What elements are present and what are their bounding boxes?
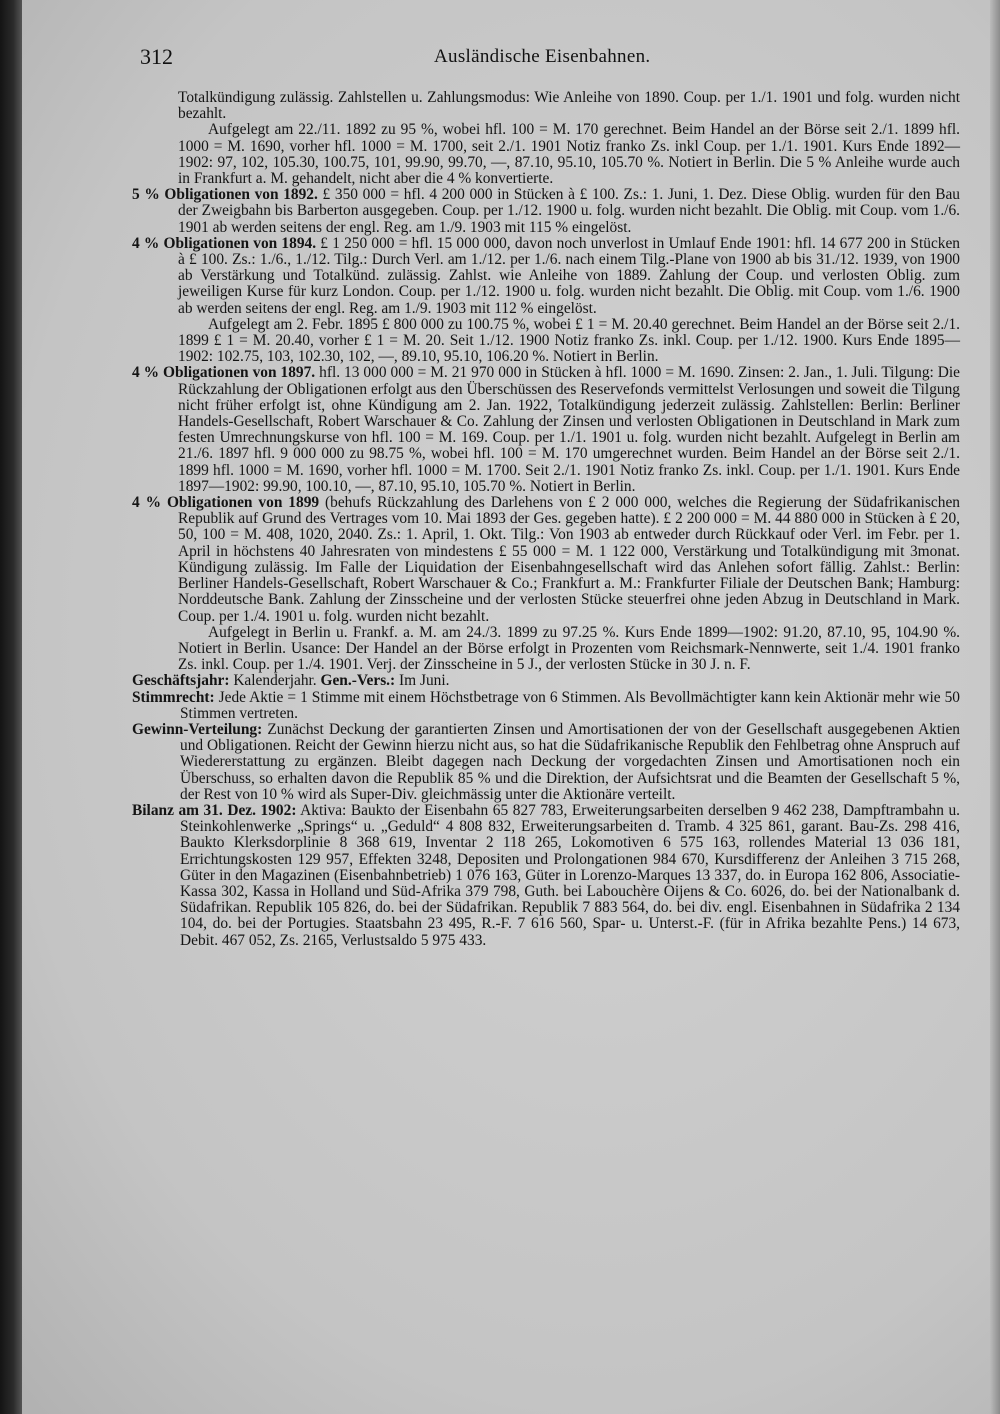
paragraph-text: £ 350 000 = hfl. 4 200 000 in Stücken à £ 100. Zs.: 1. Juni, 1. Dez. Diese Oblig. wurden für den Bau der Zweigbahn bis Barberton ausgegeben. Coup. per 1./12. 1900 u. folg. wurden nicht bezahlt. Die Oblig. mit Coup. vom 1./6. 1901 ab werden seitens der engl. Reg. am 1./9. 1903 mit 115 % eingelöst. bbox=[178, 186, 961, 236]
paragraph-text: hfl. 13 000 000 = M. 21 970 000 in Stücken à hfl. 1000 = M. 1690. Zinsen: 2. Jan., 1. Juli. Tilgung: Die Rückzahlung der Obligationen erfolgt aus den Überschüssen des Reservefonds vermittelst Verlosungen und soweit die Tilgung nicht früher erfolgt ist, ohne Kündigung am 2. Jan. 1922, Totalkündigung jederzeit zulässig. Zahlstellen: Berlin: Berliner Handels-Gesellschaft, Robert Warschauer & Co. Zahlung der Zinsen und verlosten Obligationen in Deutschland in Mark zum festen Umrechnungskurse von hfl. 100 = M. 169. Coup. per 1./1. 1901 u. folg. wurden nicht bezahlt. Aufgelegt in Berlin am 21./6. 1897 hfl. 9 000 000 zu 98.75 %, wobei hfl. 100 = M. 170 umgerechnet wurden. Beim Handel an der Börse seit 2./1. 1899 hfl. 1000 = M. 1690, vorher hfl. 1000 = M. 1700. Seit 2./1. 1901 Notiz franko Zs. inkl. Coup. per 1./1. 1901. Kurs Ende 1897—1902: 99.90, 100.10, —, 87.10, 95.10, 105.70 %. Notiert in Berlin. bbox=[178, 364, 960, 495]
page-body bbox=[132, 90, 960, 949]
section-label: Stimmrecht: bbox=[132, 688, 215, 706]
section-label: 4 % Obligationen von 1897. bbox=[132, 364, 316, 382]
paragraph-1894-aufgelegt bbox=[132, 317, 960, 366]
paragraph-1 bbox=[132, 90, 960, 122]
paragraph-text: Aufgelegt am 2. Febr. 1895 £ 800 000 zu 100.75 %, wobei £ 1 = M. 20.40 gerechnet. Beim Handel an der Börse seit 2./1. 1899 £ 1 = M. 20.40, vorher £ 1 = M. 20. Seit 1./12. 1900 Notiz franko Zs. inkl. Coup. per 1./12. 1900. Kurs Ende 1895—1902: 102.75, 103, 102.30, 102, —, 89.10, 95.10, 106.20 %. Notiert in Berlin. bbox=[178, 315, 960, 366]
paragraph-text: Im Juni. bbox=[395, 672, 450, 690]
section-label: Gen.-Vers.: bbox=[320, 672, 396, 690]
geschaeftsjahr bbox=[132, 673, 960, 689]
section-label: Gewinn-Verteilung: bbox=[132, 720, 263, 738]
paragraph-text: (behufs Rückzahlung des Darlehens von £ 2 000 000, welches die Regierung der Südafrikanischen Republik auf Grund des Vertrages vom 10. Mai 1893 der Ges. gegeben hatte). £ 2 200 000 = M. 44 880 000 in Stücken à £ 20, 50, 100 = M. 408, 1020, 2040. Zs.: 1. April, 1. Okt. Tilg.: Von 1903 ab entweder durch Rückkauf oder Verl. im Febr. per 1. April in höchstens 40 Jahresraten von mindestens £ 55 000 = M. 1 122 000, Verstärkung und Totalkündigung mit 3monat. Kündigung zulässig. Im Falle der Liquidation der Eisenbahngesellschaft wird das Anlehen sofort fällig. Zahlst.: Berlin: Berliner Handels-Gesellschaft, Robert Warschauer & Co.; Frankfurt a. M.: Frankfurter Filiale der Deutschen Bank; Hamburg: Norddeutsche Bank. Zahlung der Zinsscheine und der verlosten Stücke steuerfrei ohne jeden Abzug in Deutschland in Mark. Coup. per 1./4. 1901 u. folg. wurden nicht bezahlt. bbox=[178, 494, 960, 625]
running-head: Ausländische Eisenbahnen. bbox=[434, 46, 651, 67]
obligationen-1892 bbox=[132, 187, 960, 236]
page-edge bbox=[990, 0, 1000, 1414]
bilanz bbox=[132, 803, 960, 949]
section-label: 5 % Obligationen von 1892. bbox=[132, 186, 318, 204]
binding-shadow bbox=[0, 0, 22, 1414]
paragraph-text: Aufgelegt in Berlin u. Frankf. a. M. am 24./3. 1899 zu 97.25 %. Kurs Ende 1899—1902: 91.20, 87.10, 95, 104.90 %. Notiert in Berlin. Usance: Der Handel an der Börse erfolgt in Prozenten vom Reichsmark-Nennwerte, seit 1./4. 1901 franko Zs. inkl. Coup. per 1./4. 1901. Verj. der Zinsscheine in 5 J., der verlosten Stücke in 30 J. n. F. bbox=[178, 623, 960, 674]
obligationen-1899 bbox=[132, 495, 960, 625]
paragraph-1899-aufgelegt bbox=[132, 625, 960, 674]
paragraph-text: Totalkündigung zulässig. Zahlstellen u. Zahlungsmodus: Wie Anleihe von 1890. Coup. per 1./1. 1901 und folg. wurden nicht bezahlt. bbox=[178, 89, 960, 123]
paragraph-2 bbox=[132, 122, 960, 187]
paragraph-text: Aktiva: Baukto der Eisenbahn 65 827 783, Erweiterungsarbeiten derselben 9 462 238, Dampftrambahn u. Steinkohlenwerke „Springs“ u. „Geduld“ 4 808 832, Erweiterungsarbeiten d. Tramb. 4 325 861, garant. Bau-Zs. 298 416, Baukto Klerksdorplinie 8 368 619, Inventar 2 118 265, Lokomotiven 6 575 163, rollendes Material 13 036 181, Errichtungskosten 129 957, Effekten 3248, Depositen und Prolongationen 984 670, Kursdifferenz der Anleihen 3 715 268, Güter in den Magazinen (Eisenbahnbetrieb) 1 076 163, Güter in Lorenzo-Marques 13 337, do. in Europa 162 806, Associatie-Kassa 302, Kassa in Holland und Süd-Afrika 379 798, Guth. bei Labouchère Oijens & Co. 6026, do. bei der Nationalbank d. Südafrikan. Republik 105 826, do. bei der Südafrikan. Republik 7 883 564, do. bei div. engl. Eisenbahnen in Südafrika 2 134 104, do. bei der Portugies. Staatsbahn 23 495, R.-F. 7 616 560, Spar- u. Unterst.-F. (für in Afrika bezahlte Pens.) 14 673, Debit. 467 052, Zs. 2165, Verlustsaldo 5 975 433. bbox=[180, 801, 960, 949]
section-label: Bilanz am 31. Dez. 1902: bbox=[132, 801, 297, 819]
obligationen-1897 bbox=[132, 365, 960, 495]
paragraph-text: Kalenderjahr. bbox=[229, 672, 321, 690]
section-label: 4 % Obligationen von 1894. bbox=[132, 234, 317, 252]
paragraph-text: Zunächst Deckung der garantierten Zinsen und Amortisationen der von der Gesellschaft ausgegebenen Aktien und Obligationen. Reicht der Gewinn hierzu nicht aus, so hat die Südafrikanische Republik den Fehlbetrag ohne Anspruch auf Wiedererstattung zu ergänzen. Bleibt dagegen nach Deckung der vorgedachten Zinsen und Amortisationen noch ein Überschuss, so erhalten davon die Republik 85 % und die Direktion, der Aufsichtsrat und die Beamten der Gesellschaft 5 %, der Rest von 10 % wird als Super-Div. gleichmässig unter die Aktionäre verteilt. bbox=[180, 720, 960, 803]
section-label: Geschäftsjahr: bbox=[132, 672, 230, 690]
obligationen-1894 bbox=[132, 236, 960, 317]
gewinn-verteilung bbox=[132, 722, 960, 803]
stimmrecht bbox=[132, 690, 960, 722]
paragraph-text: £ 1 250 000 = hfl. 15 000 000, davon noch unverlost in Umlauf Ende 1901: hfl. 14 677 200 in Stücken à £ 100. Zs.: 1./6., 1./12. Tilg.: Durch Verl. am 1./12. per 1./6. nach einem Tilg.-Plane von 1900 ab bis 31./12. 1939, von 1900 ab Verstärkung und Totalkünd. zulässig. Zahlst. wie Anleihe von 1889. Zahlung der Coup. und verlosten Oblig. zum jeweiligen Kurse für kurz London. Coup. per 1./12. 1900 u. folg. wurden nicht bezahlt. Die Oblig. mit Coup. vom 1./6. 1900 ab werden seitens der engl. Reg. am 1./9. 1903 mit 112 % eingelöst. bbox=[178, 234, 961, 317]
page-number: 312 bbox=[140, 44, 173, 69]
paragraph-text: Aufgelegt am 22./11. 1892 zu 95 %, wobei hfl. 100 = M. 170 gerechnet. Beim Handel an der Börse seit 2./1. 1899 hfl. 1000 = M. 1690, vorher hfl. 1000 = M. 1700, seit 2./1. 1901 Notiz franko Zs. inkl Coup. per 1./1. 1901. Kurs Ende 1892—1902: 97, 102, 105.30, 100.75, 101, 99.90, 99.70, —, 87.10, 95.10, 105.70 %. Notiert in Berlin. Die 5 % Anleihe wurde auch in Frankfurt a. M. gehandelt, nicht aber die 4 % konvertierte. bbox=[178, 121, 960, 188]
paragraph-text: Jede Aktie = 1 Stimme mit einem Höchstbetrage von 6 Stimmen. Als Bevollmächtigter kann kein Aktionär mehr wie 50 Stimmen vertreten. bbox=[180, 688, 960, 722]
section-label: 4 % Obligationen von 1899 bbox=[132, 494, 320, 512]
